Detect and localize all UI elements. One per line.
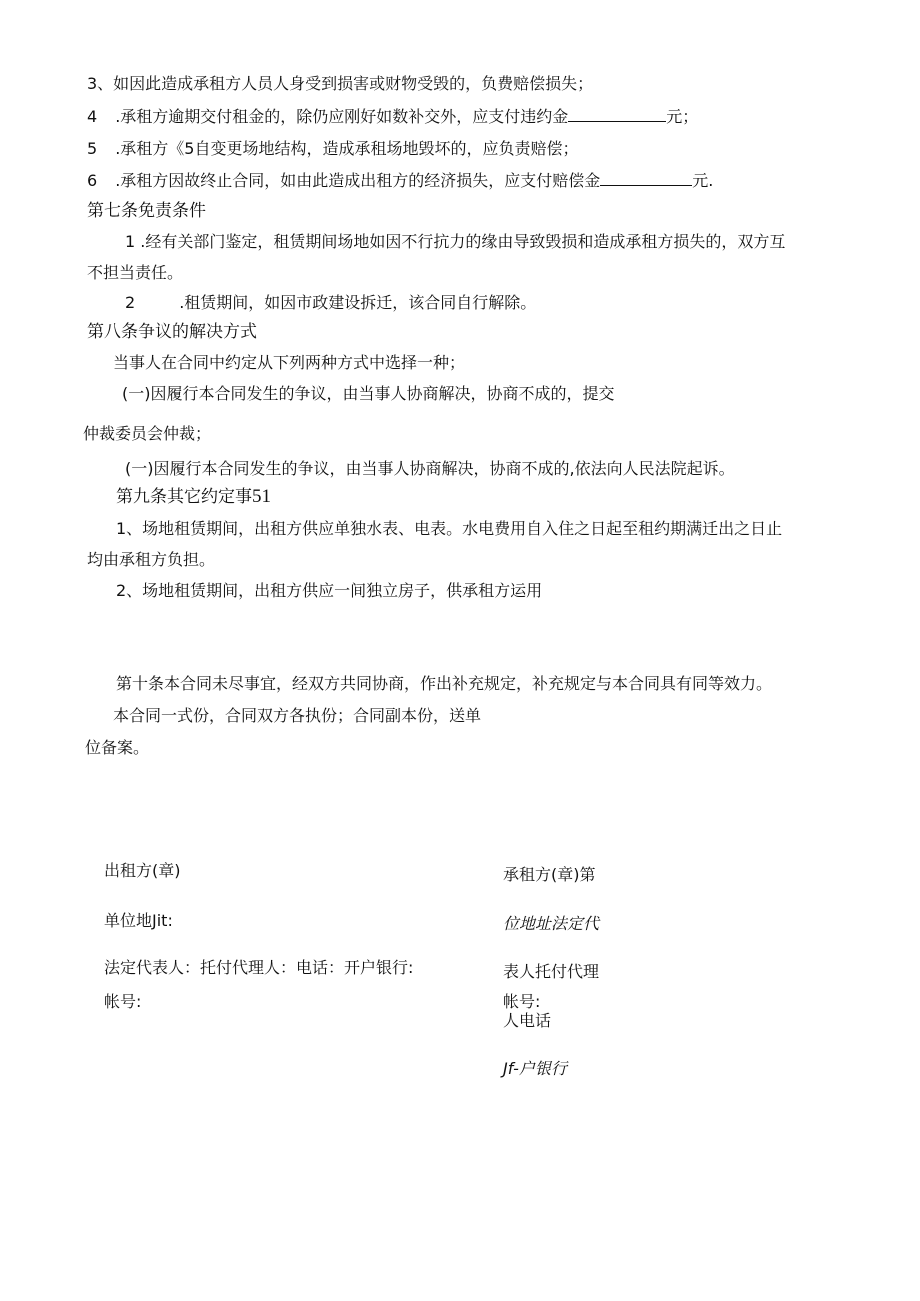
article-9-item-1: 1、场地租赁期间，出租方供应单独水表、电表。水电费用自入住之日起至租约期满迁出之日止 — [116, 519, 783, 538]
lessee-rep-label: 表人托付代理 — [503, 962, 600, 981]
clause-6 — [87, 170, 713, 192]
article-10-text: 第十条本合同未尽事宜，经双方共同协商，作出补充规定，补充规定与本合同具有同等效力。 — [116, 674, 773, 693]
article-7-item-2 — [125, 292, 536, 314]
article-7-item-2-number: 2 — [125, 293, 136, 312]
article-9-heading-text: 第九条其它约定事 — [116, 487, 252, 507]
compensation-blank — [600, 171, 692, 186]
clause-4-text: .承租方逾期交付租金的，除仍应刚好如数补交外，应支付违约金 — [115, 107, 569, 126]
clause-6-text: .承租方因故终止合同，如由此造成出租方的经济损失，应支付赔偿金 — [115, 171, 601, 190]
article-8-option-1: (一)因履行本合同发生的争议，由当事人协商解决，协商不成的，提交 — [122, 384, 615, 403]
penalty-blank — [568, 107, 666, 122]
article-7-item-2-text: .租赁期间，如因市政建设拆迁，该合同自行解除。 — [179, 293, 537, 312]
clause-6-number: 6 — [87, 171, 98, 190]
lessor-account-label: 帐号: — [104, 992, 142, 1011]
clause-5-number: 5 — [87, 139, 98, 158]
article-10-copies: 本合同一式份，合同双方各执份；合同副本份，送单 — [113, 706, 482, 725]
clause-4-unit: 元； — [666, 107, 699, 126]
clause-5 — [87, 138, 578, 160]
article-7-item-1-cont: 不担当责任。 — [87, 263, 184, 282]
article-9-item-2: 2、场地租赁期间，出租方供应一间独立房子，供承租方运用 — [116, 581, 543, 600]
lessor-party-label: 出租方(章) — [104, 861, 181, 880]
lessee-bank-label: Jf-户银行 — [503, 1059, 567, 1078]
article-9-heading — [116, 486, 271, 508]
article-9-heading-number: 51 — [252, 486, 271, 507]
clause-6-unit: 元. — [692, 171, 714, 190]
article-10-copies-cont: 位备案。 — [85, 738, 150, 757]
article-8-intro: 当事人在合同中约定从下列两种方式中选择一种； — [113, 353, 466, 372]
article-8-heading: 第八条争议的解决方式 — [87, 322, 257, 342]
article-7-item-1: 1 .经有关部门鉴定，租赁期间场地如因不行抗力的缘由导致毁损和造成承租方损失的，双方互 — [125, 232, 786, 251]
lessor-rep-label: 法定代表人：托付代理人：电话：开户银行: — [104, 958, 414, 977]
clause-3: 3、如因此造成承租方人员人身受到损害或财物受毁的，负费赔偿损失； — [87, 74, 594, 93]
clause-5-text: .承租方《5自变更场地结构，造成承租场地毁坏的，应负责赔偿； — [115, 139, 579, 158]
lessee-address-label: 位地址法定代 — [503, 914, 600, 933]
lessee-party-label: 承租方(章)第 — [503, 865, 596, 884]
clause-4 — [87, 106, 698, 128]
article-9-item-1-cont: 均由承租方负担。 — [87, 550, 216, 569]
lessee-phone-label: 人电话 — [503, 1011, 552, 1030]
article-8-option-1-cont: 仲裁委员会仲裁； — [83, 424, 212, 443]
article-8-option-2: (一)因履行本合同发生的争议，由当事人协商解决，协商不成的,依法向人民法院起诉。 — [125, 459, 735, 478]
lessee-account-label: 帐号: — [503, 992, 541, 1011]
article-7-heading: 第七条免责条件 — [87, 201, 206, 221]
lessor-address-label: 单位地Jit: — [104, 911, 173, 930]
clause-4-number: 4 — [87, 107, 98, 126]
